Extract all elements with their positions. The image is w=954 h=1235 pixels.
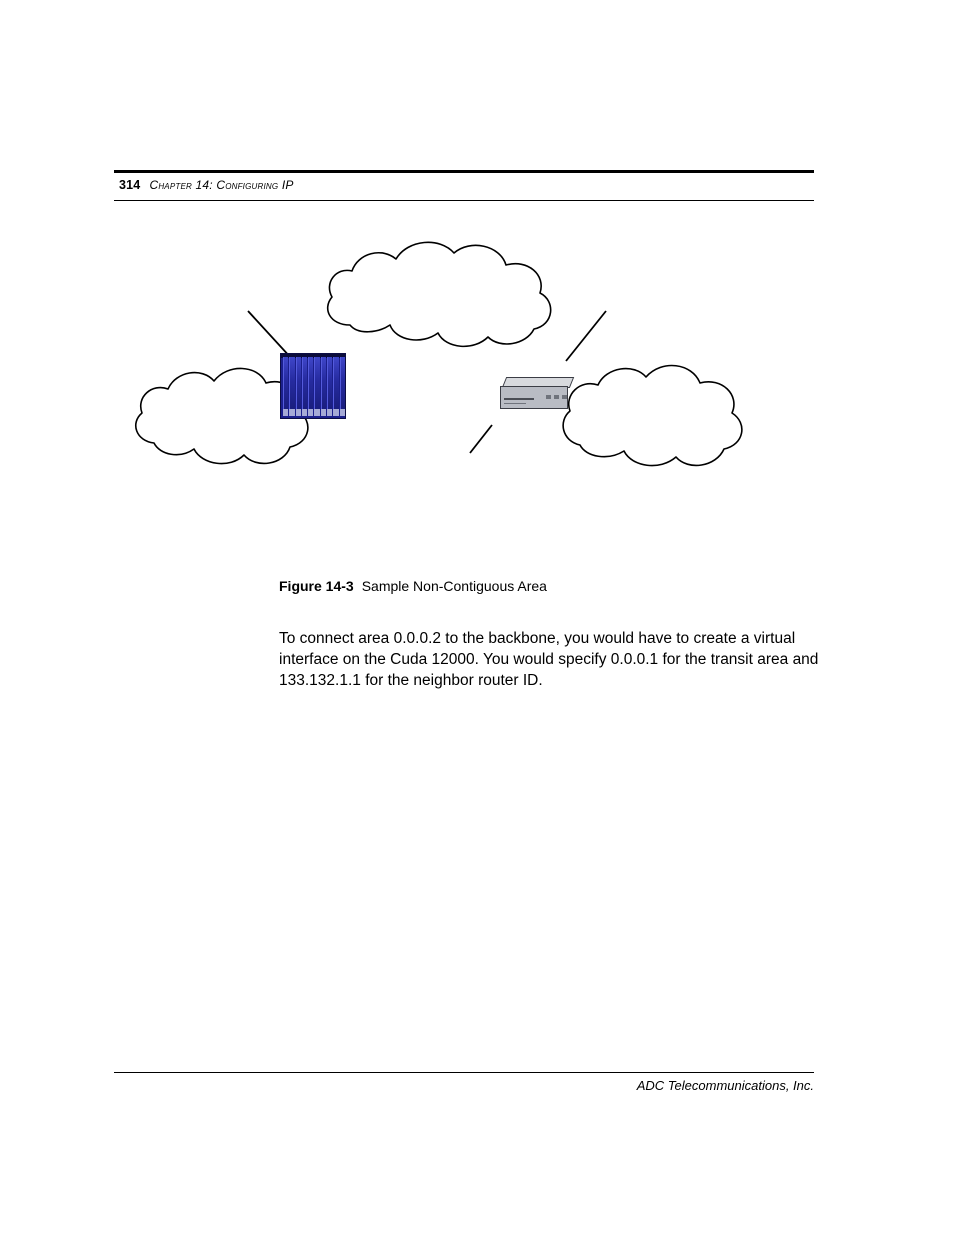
router-port <box>554 395 559 399</box>
chassis-slot <box>289 357 294 409</box>
router-port <box>546 395 551 399</box>
footer-text: ADC Telecommunications, Inc. <box>636 1078 814 1093</box>
body-paragraph: To connect area 0.0.0.2 to the backbone, you would have to create a virtual interface on the Cuda 12000. You would specify 0.0.0.1 for the transit area and 133.132.1.1 for the neighbor router ID. <box>279 629 819 689</box>
router-front-stripe <box>504 398 534 400</box>
chassis-led <box>333 409 338 416</box>
network-diagram-svg <box>114 225 814 560</box>
chassis-led <box>327 409 332 416</box>
router-port <box>562 395 567 399</box>
leader-line-right <box>566 311 606 361</box>
chassis-led <box>314 409 319 416</box>
leader-line-left <box>248 311 292 359</box>
header-rule-bottom <box>114 200 814 201</box>
header-rule-top <box>114 170 814 173</box>
chassis-slot <box>327 357 332 409</box>
chassis-slot <box>340 357 345 409</box>
chassis-led <box>321 409 326 416</box>
page-header <box>119 178 294 192</box>
figure-caption-label: Figure 14-3 <box>279 578 354 594</box>
chassis-led <box>283 409 288 416</box>
chassis-slot <box>308 357 313 409</box>
chassis-led <box>302 409 307 416</box>
leader-line-bottom <box>470 425 492 453</box>
chassis-slots <box>283 357 345 409</box>
router-icon <box>500 377 572 410</box>
router-front-line <box>504 403 526 404</box>
chassis-slot <box>333 357 338 409</box>
figure-14-3-graphic <box>114 225 814 560</box>
cloud-right-shape <box>563 366 742 466</box>
chassis-led <box>289 409 294 416</box>
footer-rule <box>114 1072 814 1073</box>
chassis-slot <box>296 357 301 409</box>
figure-caption-title: Sample Non-Contiguous Area <box>361 578 547 594</box>
chassis-led <box>308 409 313 416</box>
figure-caption <box>279 578 547 594</box>
chassis-led <box>340 409 345 416</box>
chassis-slot <box>302 357 307 409</box>
chassis-slot <box>314 357 319 409</box>
chapter-title: Chapter 14: Configuring IP <box>149 178 294 192</box>
page-number: 314 <box>119 178 141 192</box>
cloud-top-shape <box>328 242 551 346</box>
chassis-led <box>296 409 301 416</box>
chassis-leds <box>283 409 345 416</box>
chassis-slot <box>283 357 288 409</box>
chassis-slot <box>321 357 326 409</box>
chassis-switch-icon <box>280 353 346 419</box>
